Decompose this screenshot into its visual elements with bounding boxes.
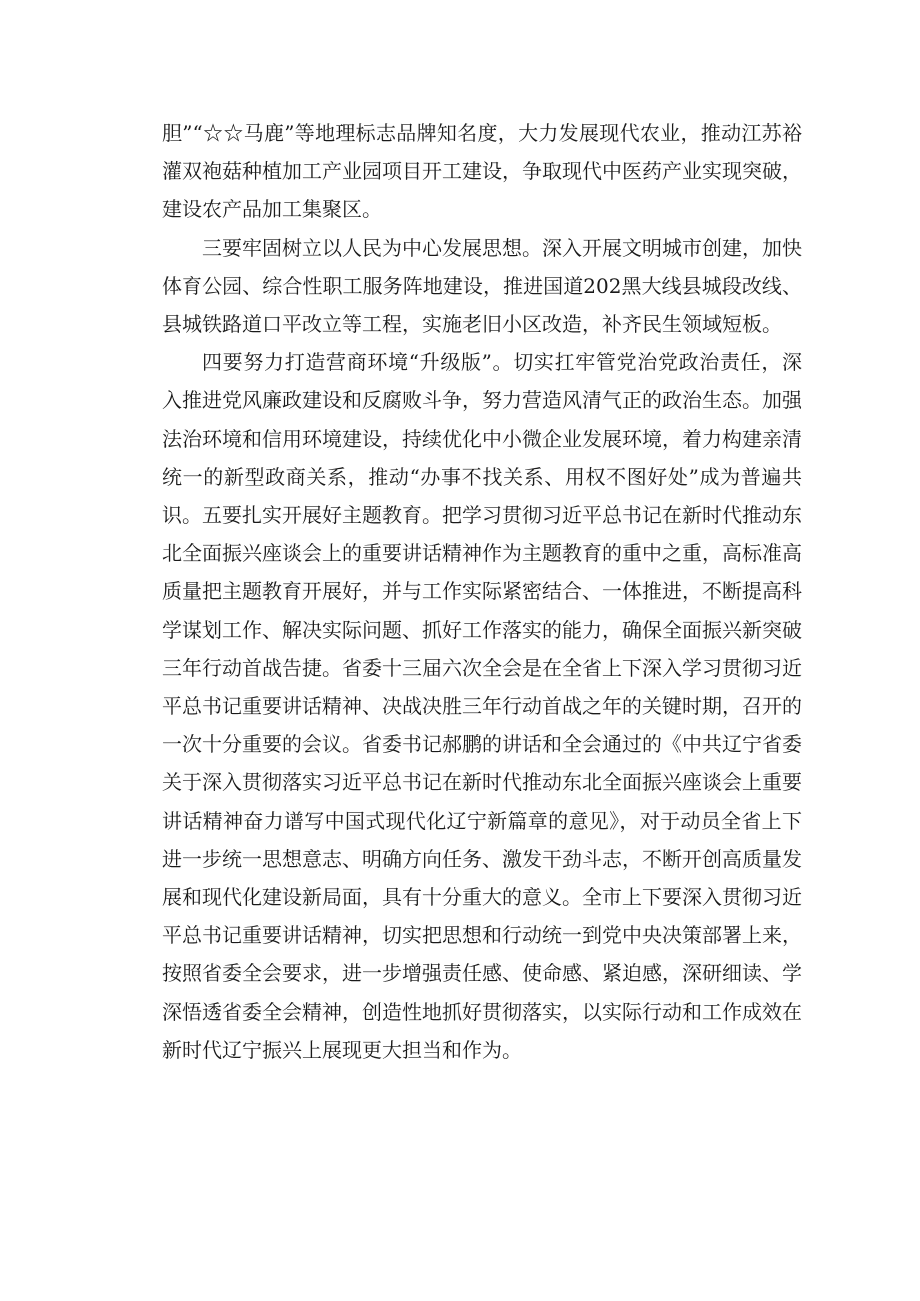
document-body bbox=[162, 114, 802, 1069]
paragraph-item-four: 四要努力打造营商环境“升级版”。切实扛牢管党治党政治责任，深入推进党风廉政建设和反腐败斗争，努力营造风清气正的政治生态。加强法治环境和信用环境建设，持续优化中小微企业发展环境，着力构建亲清统一的新型政商关系，推动“办事不找关系、用权不图好处”成为普遍共识。五要扎实开展好主题教育。把学习贯彻习近平总书记在新时代推动东北全面振兴座谈会上的重要讲话精神作为主题教育的重中之重，高标准高质量把主题教育开展好，并与工作实际紧密结合、一体推进，不断提高科学谋划工作、解决实际问题、抓好工作落实的能力，确保全面振兴新突破三年行动首战告捷。省委十三届六次全会是在全省上下深入学习贯彻习近平总书记重要讲话精神、决战决胜三年行动首战之年的关键时期，召开的一次十分重要的会议。省委书记郝鹏的讲话和全会通过的《中共辽宁省委关于深入贯彻落实习近平总书记在新时代推动东北全面振兴座谈会上重要讲话精神奋力谱写中国式现代化辽宁新篇章的意见》，对于动员全省上下进一步统一思想意志、明确方向任务、激发干劲斗志，不断开创高质量发展和现代化建设新局面，具有十分重大的意义。全市上下要深入贯彻习近平总书记重要讲话精神，切实把思想和行动统一到党中央决策部署上来，按照省委全会要求，进一步增强责任感、使命感、紧迫感，深研细读、学深悟透省委全会精神，创造性地抓好贯彻落实，以实际行动和工作成效在新时代辽宁振兴上展现更大担当和作为。 bbox=[162, 350, 802, 1062]
paragraph-item-three: 三要牢固树立以人民为中心发展思想。深入开展文明城市创建，加快体育公园、综合性职工服务阵地建设，推进国道202黑大线县城段改线、县城铁路道口平改立等工程，实施老旧小区改造，补齐民生领域短板。 bbox=[162, 235, 802, 337]
paragraph-continuation: 胆”“☆☆马鹿”等地理标志品牌知名度，大力发展现代农业，推动江苏裕灌双袍菇种植加工产业园项目开工建设，争取现代中医药产业实现突破，建设农产品加工集聚区。 bbox=[162, 121, 802, 222]
